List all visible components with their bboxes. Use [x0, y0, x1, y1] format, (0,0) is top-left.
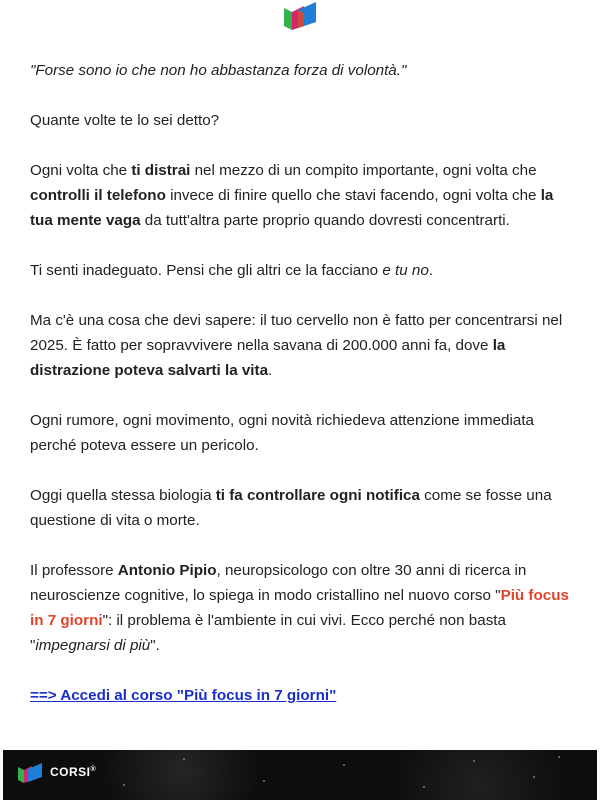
paragraph-noise: Ogni rumore, ogni movimento, ogni novità richiedeva attenzione immediata perché poteva essere un pericolo. — [30, 412, 534, 454]
decorative-speck — [263, 780, 265, 782]
paragraph-notifications — [30, 483, 578, 533]
decorative-speck — [343, 764, 345, 766]
text-span: Il professore — [30, 562, 118, 579]
paragraph-distractions — [30, 158, 578, 233]
bold-text: controlli il telefono — [30, 187, 166, 204]
footer-brand-name — [50, 765, 96, 779]
text-span: . — [268, 362, 273, 379]
text-span: come se fosse una questione di vita o morte. — [30, 487, 552, 529]
course-name-highlight: Più focus in 7 giorni — [30, 587, 569, 629]
text-span: . — [428, 262, 434, 279]
footer-banner — [3, 750, 597, 800]
decorative-speck — [123, 784, 125, 786]
opening-quote: "Forse sono io che non ho abbastanza forza di volontà." — [30, 62, 407, 79]
corsi-logo-icon — [15, 762, 45, 786]
paragraph-inadequate — [30, 258, 578, 283]
paragraph-professor — [30, 558, 578, 658]
text-span: , neuropsicologo con oltre 30 anni di ricerca in neuroscienze cognitive, lo spiega in modo cristallino nel nuovo corso " — [30, 562, 527, 604]
italic-text: impegnarsi di più — [35, 637, 151, 654]
bold-text: la distrazione poteva salvarti la vita — [30, 337, 506, 379]
italic-text: e tu no — [382, 262, 429, 279]
bold-text: Antonio Pipio — [117, 562, 217, 579]
text-span: Ti senti inadeguato. Pensi che gli altri ce la facciano — [30, 262, 383, 279]
text-span: ": il problema è l'ambiente in cui vivi. Ecco perché non basta " — [30, 612, 506, 654]
decorative-speck — [533, 776, 535, 778]
text-span: Oggi quella stessa biologia — [30, 487, 216, 504]
text-span: da tutt'altra parte proprio quando dovresti concentrarti. — [140, 212, 510, 229]
paragraph-question: Quante volte te lo sei detto? — [30, 112, 220, 129]
paragraph-brain — [30, 308, 578, 383]
text-span: nel mezzo di un compito importante, ogni volta che — [190, 162, 537, 179]
text-span: Ogni volta che — [30, 162, 132, 179]
decorative-speck — [473, 760, 475, 762]
text-span: invece di finire quello che stavi facendo, ogni volta che — [165, 187, 541, 204]
decorative-speck — [558, 756, 560, 758]
bold-text: ti distrai — [131, 162, 191, 179]
trademark-symbol: ® — [90, 766, 97, 773]
email-body — [30, 58, 578, 733]
bold-text: ti fa controllare ogni notifica — [215, 487, 420, 504]
corsi-logo-icon — [278, 0, 322, 34]
access-course-link[interactable]: ==> Accedi al corso "Più focus in 7 giorni" — [30, 687, 337, 704]
bold-text: la tua mente vaga — [30, 187, 554, 229]
text-span: Ma c'è una cosa che devi sapere: il tuo cervello non è fatto per concentrarsi nel 2025. È fatto per sopravvivere nella savana di 200.000 anni fa, dove — [30, 312, 563, 354]
cta-paragraph — [30, 683, 578, 708]
decorative-speck — [183, 758, 185, 760]
text-span: ". — [150, 637, 160, 654]
brand-text: CORSI — [50, 765, 91, 779]
decorative-speck — [423, 786, 425, 788]
